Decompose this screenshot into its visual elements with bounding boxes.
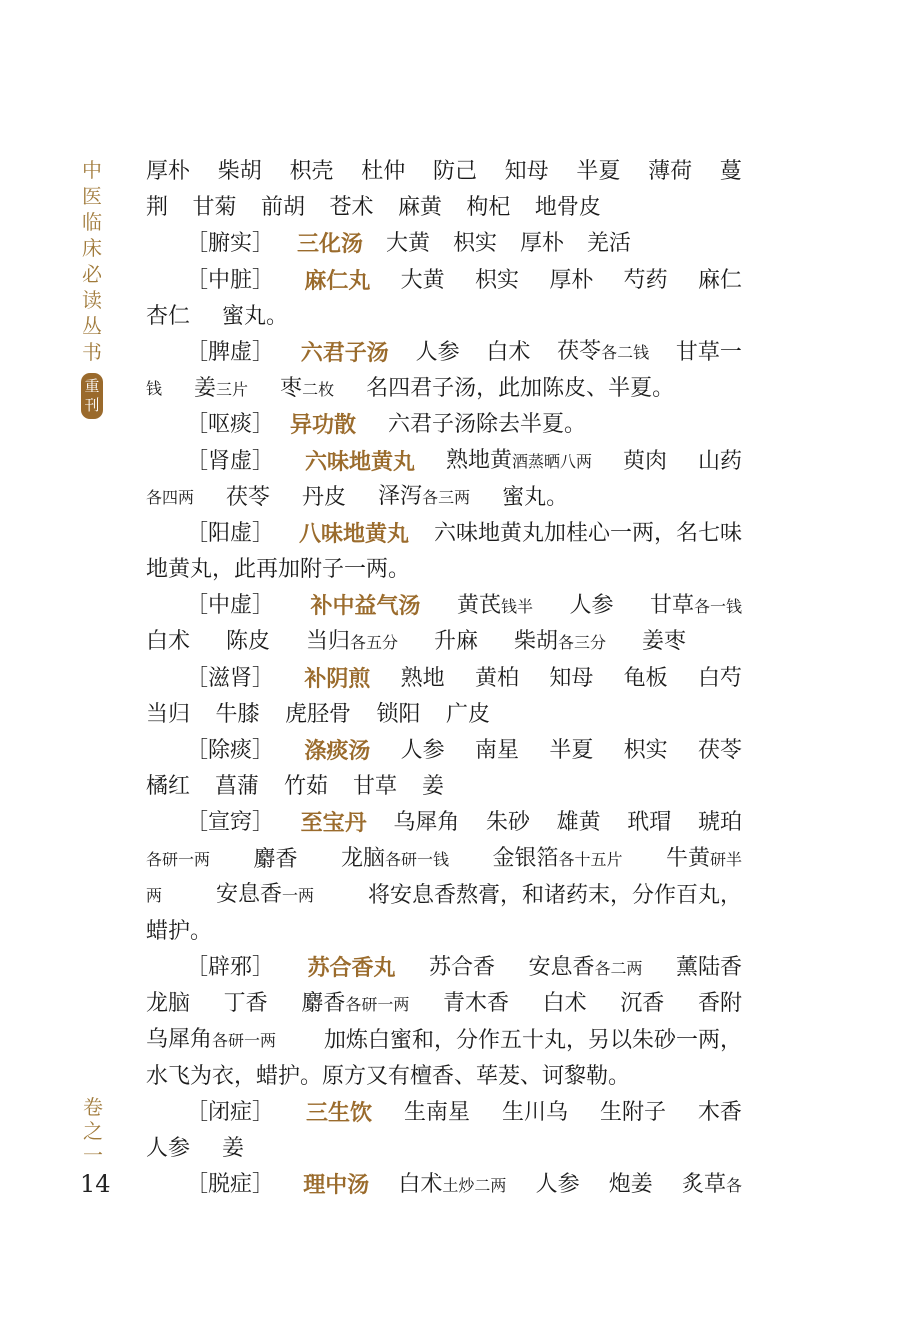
herb: 杏仁 — [146, 303, 191, 329]
symptom-tag: ［宣窍］ — [186, 810, 275, 836]
symptom-tag: ［呕痰］ — [186, 412, 275, 438]
herb: 人参 — [146, 1136, 191, 1162]
formula-name: 理中汤 — [303, 1172, 370, 1199]
herb: 大黄 — [400, 267, 445, 293]
herb: 炙草各 — [681, 1171, 742, 1197]
volume-char: 一 — [83, 1143, 103, 1167]
text-line — [146, 444, 742, 480]
herb: 牛黄研半 — [665, 846, 742, 872]
herb: 苏合香 — [428, 955, 495, 981]
herb: 人参 — [569, 593, 614, 619]
text-line — [146, 263, 742, 299]
herb: 枳实 — [474, 267, 519, 293]
herb: 薰陆香 — [675, 955, 742, 981]
volume-label — [80, 1095, 106, 1167]
herb: 姜枣 — [641, 629, 686, 655]
herb: 白术 — [542, 991, 587, 1017]
herb: 白术土炒二两 — [398, 1171, 507, 1197]
herb: 地骨皮 — [534, 195, 601, 221]
herb: 金银箔各十五片 — [492, 846, 623, 872]
herb: 山药 — [697, 448, 742, 474]
dosage-note: 各 — [725, 1175, 742, 1195]
dosage-note: 各三分 — [557, 632, 606, 652]
text-line — [146, 1059, 742, 1095]
herb: 沉香 — [620, 991, 665, 1017]
note: 六味地黄丸加桂心一两，名七味 — [433, 520, 742, 546]
formula-name: 六君子汤 — [300, 339, 389, 366]
series-title — [79, 157, 105, 419]
series-char: 读 — [82, 288, 102, 312]
herb: 苍术 — [329, 195, 374, 221]
herb: 龟板 — [623, 665, 668, 691]
herb: 乌犀角 — [393, 810, 460, 836]
note: 地黄丸，此再加附子一两。 — [146, 557, 411, 583]
herb: 木香 — [697, 1099, 742, 1125]
formula-name: 异功散 — [290, 412, 357, 439]
herb: 橘红 — [146, 774, 191, 800]
herb: 甘草 — [352, 774, 397, 800]
text-line — [146, 552, 742, 588]
herb: 龙脑 — [146, 991, 191, 1017]
text-line — [146, 1095, 742, 1131]
text-line — [146, 516, 742, 552]
page-number: 14 — [80, 1170, 111, 1198]
herb: 白芍 — [697, 665, 742, 691]
text-line — [146, 733, 742, 769]
reprint-seal — [81, 373, 103, 419]
series-char: 书 — [82, 340, 102, 364]
formula-name: 六味地黄丸 — [304, 448, 415, 475]
herb: 人参 — [535, 1172, 580, 1198]
dosage-note: 各研一钱 — [384, 850, 449, 870]
note: 名四君子汤，此加陈皮、半夏。 — [366, 376, 675, 402]
herb: 人参 — [400, 738, 445, 763]
herb: 麻黄 — [397, 195, 442, 221]
formula-name: 补中益气汤 — [310, 593, 421, 620]
symptom-tag: ［中虚］ — [186, 593, 275, 619]
herb: 生川乌 — [501, 1099, 568, 1125]
symptom-tag: ［阳虚］ — [186, 520, 275, 546]
text-line — [146, 480, 742, 516]
herb: 厚朴 — [146, 159, 191, 184]
herb: 萸肉 — [622, 448, 667, 474]
herb: 半夏 — [549, 738, 594, 763]
series-char: 床 — [82, 236, 102, 260]
herb: 青木香 — [442, 991, 509, 1017]
seal-char: 刊 — [84, 396, 100, 414]
herb: 枳实 — [452, 231, 497, 257]
text-line — [146, 805, 742, 841]
text-line — [146, 950, 742, 986]
herb: 乌犀角各研一两 — [146, 1027, 277, 1052]
symptom-tag: ［肾虚］ — [186, 448, 275, 474]
herb: 雄黄 — [556, 810, 601, 836]
dosage-note: 各三两 — [422, 488, 471, 508]
text-line — [146, 588, 742, 624]
note: 将安息香熬膏，和诸药末，分作百丸， — [367, 882, 742, 908]
dosage-note: 各二钱 — [601, 343, 650, 363]
dosage-note: 三片 — [216, 379, 249, 399]
herb: 南星 — [474, 738, 519, 763]
herb: 陈皮 — [225, 629, 270, 655]
herb: 厚朴 — [519, 231, 564, 257]
volume-char: 卷 — [83, 1095, 103, 1119]
herb: 枸杞 — [466, 195, 511, 221]
formula-name: 三化汤 — [296, 231, 363, 258]
herb: 丁香 — [223, 991, 268, 1017]
herb: 当归 — [146, 701, 191, 727]
dosage-note: 各四两 — [146, 487, 195, 507]
dosage-note: 各研一两 — [146, 849, 211, 869]
text-line — [146, 407, 742, 443]
series-char: 丛 — [82, 314, 102, 338]
herb: 玳瑁 — [627, 810, 672, 836]
dosage-note: 各二两 — [594, 958, 643, 978]
herb: 人参 — [415, 339, 460, 365]
herb: 柴胡各三分 — [513, 628, 606, 654]
herb: 姜 — [222, 1136, 245, 1162]
text-line — [146, 624, 686, 660]
text-line — [146, 154, 742, 190]
herb: 茯苓 — [226, 484, 271, 510]
dosage-note: 各五分 — [349, 632, 398, 652]
herb: 升麻 — [433, 629, 478, 655]
herb: 甘草一 — [675, 339, 742, 365]
herb: 茯苓各二钱 — [557, 339, 650, 365]
dosage-note: 二枚 — [302, 379, 335, 399]
text-line — [146, 226, 631, 262]
preparation: 蜜丸。 — [222, 303, 289, 329]
herb: 枳实 — [623, 738, 668, 763]
herb: 麝香 — [253, 846, 298, 872]
dosage-note: 各十五片 — [558, 850, 623, 870]
herb: 茯苓 — [697, 738, 742, 763]
herb: 菖蒲 — [214, 774, 259, 800]
text-line — [146, 371, 742, 407]
herb: 龙脑各研一钱 — [340, 846, 449, 872]
herb: 广皮 — [445, 701, 490, 727]
seal-char: 重 — [84, 377, 100, 395]
text-line — [146, 878, 742, 914]
herb: 杜仲 — [361, 159, 406, 184]
herb: 甘草各一钱 — [649, 592, 742, 618]
text-line — [146, 1167, 742, 1203]
herb: 麝香各研一两 — [301, 990, 410, 1016]
herb: 甘菊 — [192, 195, 237, 221]
series-char: 中 — [82, 158, 102, 182]
symptom-tag: ［脾虚］ — [186, 339, 275, 365]
herb: 知母 — [504, 159, 549, 184]
herb: 虎胫骨 — [284, 701, 351, 727]
dosage-note: 两 — [146, 885, 163, 905]
dosage-note: 钱 — [146, 379, 163, 399]
herb: 竹茹 — [283, 774, 328, 800]
dosage-note: 酒蒸晒八两 — [511, 452, 592, 471]
formula-name: 补阴煎 — [304, 665, 371, 692]
herb: 白术 — [146, 629, 191, 655]
formula-name: 三生饮 — [305, 1099, 372, 1126]
herb: 防己 — [432, 159, 477, 184]
formula-name: 涤痰汤 — [304, 738, 371, 764]
herb: 锁阳 — [376, 701, 421, 727]
symptom-tag: ［除痰］ — [186, 738, 275, 763]
series-char: 医 — [82, 184, 102, 208]
herb: 姜三片 — [194, 375, 249, 401]
volume-char: 之 — [83, 1119, 103, 1143]
dosage-note: 各一钱 — [693, 596, 742, 616]
herb: 白术 — [486, 339, 531, 365]
note: 六君子汤除去半夏。 — [388, 412, 587, 438]
text-line — [146, 914, 742, 950]
symptom-tag: ［腑实］ — [186, 231, 275, 257]
preparation: 蜜丸。 — [502, 484, 569, 510]
dosage-note: 各研一两 — [345, 994, 410, 1014]
text-line — [146, 661, 742, 697]
note: 水飞为衣，蜡护。原方又有檀香、荜茇、诃黎勒。 — [146, 1063, 631, 1089]
herb: 大黄 — [385, 231, 430, 257]
formula-name: 麻仁丸 — [304, 267, 371, 294]
herb: 炮姜 — [608, 1172, 653, 1198]
herb: 枳壳 — [289, 159, 334, 184]
herb: 厚朴 — [549, 267, 594, 293]
herb: 牛膝 — [215, 701, 260, 727]
text-line — [146, 1023, 742, 1059]
herb: 荆 — [146, 195, 169, 221]
dosage-note: 研半 — [709, 850, 742, 870]
herb: 薄荷 — [648, 159, 693, 184]
herb: 黄芪钱半 — [456, 592, 533, 618]
herb: 熟地黄酒蒸晒八两 — [445, 448, 592, 473]
series-char: 必 — [82, 262, 102, 286]
text-line — [146, 190, 601, 226]
symptom-tag: ［辟邪］ — [186, 955, 275, 981]
herb: 生南星 — [403, 1099, 470, 1125]
herb: 安息香各二两 — [528, 954, 643, 980]
herb: 香附 — [697, 991, 742, 1017]
herb: 前胡 — [260, 195, 305, 221]
note: 加炼白蜜和，分作五十丸，另以朱砂一两， — [323, 1027, 742, 1053]
text-line — [146, 335, 742, 371]
symptom-tag: ［脱症］ — [186, 1172, 275, 1198]
dosage-note: 土炒二两 — [442, 1175, 507, 1195]
herb: 熟地 — [400, 665, 445, 691]
herb: 姜 — [421, 774, 444, 800]
formula-name: 苏合香丸 — [307, 955, 396, 982]
herb: 当归各五分 — [305, 628, 398, 654]
herb: 丹皮 — [302, 484, 347, 510]
herb: 羌活 — [586, 231, 631, 257]
symptom-tag: ［中脏］ — [186, 267, 275, 293]
text-line — [146, 842, 742, 878]
herb: 蔓 — [719, 159, 742, 184]
text-line — [146, 769, 444, 805]
formula-name: 至宝丹 — [300, 810, 367, 837]
series-char: 临 — [82, 210, 102, 234]
herb: 麻仁 — [697, 267, 742, 293]
text-line — [146, 986, 742, 1022]
herb: 半夏 — [576, 159, 621, 184]
text-line — [146, 299, 742, 335]
herb: 朱砂 — [485, 810, 530, 836]
text-line — [146, 697, 490, 733]
herb: 黄柏 — [474, 665, 519, 691]
herb: 柴胡 — [217, 159, 262, 184]
herb: 芍药 — [623, 267, 668, 293]
dosage-note: 各研一两 — [212, 1031, 277, 1050]
symptom-tag: ［闭症］ — [186, 1099, 275, 1125]
body-text — [146, 154, 742, 1203]
herb: 知母 — [549, 665, 594, 691]
herb: 枣二枚 — [280, 375, 335, 401]
formula-name: 八味地黄丸 — [298, 520, 409, 547]
text-line — [146, 1131, 742, 1167]
note: 蜡护。 — [146, 918, 213, 944]
herb: 安息香一两 — [215, 882, 315, 908]
dosage-note: 一两 — [282, 886, 315, 906]
dosage-note: 钱半 — [500, 596, 533, 616]
herb: 生附子 — [599, 1099, 666, 1125]
herb: 泽泻各三两 — [378, 484, 471, 510]
herb: 琥珀 — [697, 810, 742, 836]
symptom-tag: ［滋肾］ — [186, 665, 275, 691]
